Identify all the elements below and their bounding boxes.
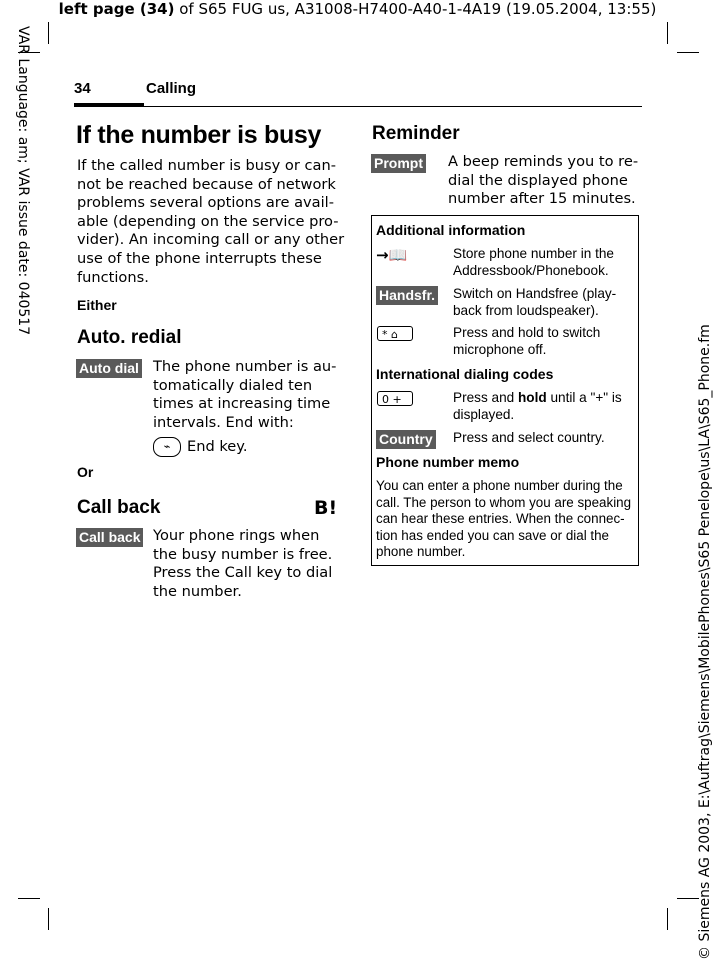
end-key-text: End key. <box>187 438 248 455</box>
reminder-description <box>448 153 640 209</box>
text-line: able (depending on the service pro- <box>77 212 339 230</box>
text-line: vider). An incoming call or any other <box>77 231 345 249</box>
text-line: Switch on Handsfree (play- <box>453 286 617 301</box>
text-line: tion has ended you can save or dial the <box>376 527 610 543</box>
text-line: use of the phone interrupts these <box>77 249 322 267</box>
crop-mark <box>48 22 49 44</box>
crop-mark <box>667 908 668 930</box>
header-rule <box>144 106 642 107</box>
softkey-label: Prompt <box>371 154 426 173</box>
print-header-bold: left page (34) <box>58 0 175 18</box>
network-service-icon: B! <box>314 497 338 519</box>
text-line: Press and select country. <box>453 430 605 445</box>
text-line: microphone off. <box>453 341 547 357</box>
text-bold: hold <box>517 390 547 405</box>
info-row-text <box>453 430 633 447</box>
text-part: until a "+" is <box>546 390 622 405</box>
chapter-title: Calling <box>146 80 197 97</box>
intro-paragraph <box>77 157 347 287</box>
text-line: Your phone rings when <box>153 527 320 544</box>
either-label: Either <box>77 297 117 313</box>
memo-paragraph <box>376 478 636 561</box>
info-box-title: Additional information <box>376 222 526 238</box>
zero-key-icon: 0 + <box>377 391 413 406</box>
text-part: Press and <box>453 390 518 405</box>
auto-dial-description <box>153 358 343 432</box>
text-line: A beep reminds you to re- <box>448 153 639 170</box>
text-line: times at increasing time <box>153 395 331 413</box>
text-line: The phone number is au- <box>153 358 337 375</box>
text-line: Addressbook/Phonebook. <box>453 262 609 278</box>
softkey-label: Call back <box>76 528 143 547</box>
star-key-icon: * ⌂ <box>377 326 413 341</box>
country-softkey <box>376 429 436 449</box>
auto-redial-heading: Auto. redial <box>77 327 182 348</box>
text-line: can hear these entries. When the connec- <box>376 511 625 526</box>
text-line: Press and hold to switch <box>453 325 601 340</box>
info-row-text <box>453 325 633 358</box>
reminder-heading: Reminder <box>372 123 460 144</box>
text-line: back from loudspeaker). <box>453 302 599 318</box>
call-back-softkey <box>76 527 143 547</box>
text-line: problems several options are avail- <box>77 194 334 212</box>
memo-heading: Phone number memo <box>376 454 520 470</box>
side-text-left <box>15 26 32 336</box>
section-title: If the number is busy <box>76 121 322 149</box>
text-line: functions. <box>77 268 149 286</box>
intl-codes-heading: International dialing codes <box>376 366 554 382</box>
crop-mark <box>677 52 699 53</box>
call-back-heading: Call back <box>77 497 161 518</box>
call-back-description <box>153 527 345 601</box>
text-line: the number. <box>153 582 242 600</box>
text-line: If the called number is busy or can- <box>77 157 336 174</box>
text-line: dial the displayed phone <box>448 171 628 189</box>
store-number-icon: →📖 <box>376 246 408 264</box>
text-line <box>453 390 633 407</box>
text-line: phone number. <box>376 544 466 559</box>
side-text-right <box>697 324 713 960</box>
text-line: tomatically dialed ten <box>153 376 313 394</box>
page-number: 34 <box>74 80 91 97</box>
side-text-right-label: © Siemens AG 2003, E:\Auftrag\Siemens\MobilePhones\S65 Penelope\us\LA\S65_Phone.fm <box>697 324 713 960</box>
auto-dial-softkey <box>76 358 142 378</box>
crop-mark <box>667 22 668 44</box>
text-line: You can enter a phone number during the <box>376 478 623 493</box>
end-call-key-icon: ⌁ <box>153 437 181 457</box>
prompt-softkey <box>371 153 426 173</box>
crop-mark <box>677 898 699 899</box>
text-line: Store phone number in the <box>453 246 614 261</box>
print-header-rest: of S65 FUG us, A31008-H7400-A40-1-4A19 (19.05.2004, 13:55) <box>174 0 657 18</box>
text-line: not be reached because of network <box>77 175 336 193</box>
end-key-line <box>153 437 247 457</box>
header-rule-thick <box>74 103 144 107</box>
softkey-label: Country <box>376 430 436 449</box>
text-line: intervals. End with: <box>153 413 294 431</box>
side-text-left-label: VAR Language: am; VAR issue date: 040517 <box>15 26 31 336</box>
text-line: displayed. <box>453 406 515 422</box>
crop-mark <box>18 898 40 899</box>
text-line: number after 15 minutes. <box>448 190 636 208</box>
info-row-text <box>453 390 633 423</box>
or-label: Or <box>77 464 94 480</box>
info-row-text <box>453 246 633 279</box>
softkey-label: Auto dial <box>76 359 142 378</box>
handsfree-softkey <box>376 285 438 305</box>
text-line: the busy number is free. <box>153 545 333 563</box>
text-line: call. The person to whom you are speaking <box>376 494 632 510</box>
print-header <box>0 0 715 18</box>
softkey-label: Handsfr. <box>376 286 438 305</box>
info-row-text <box>453 286 633 319</box>
crop-mark <box>48 908 49 930</box>
text-line: Press the Call key to dial <box>153 564 333 582</box>
